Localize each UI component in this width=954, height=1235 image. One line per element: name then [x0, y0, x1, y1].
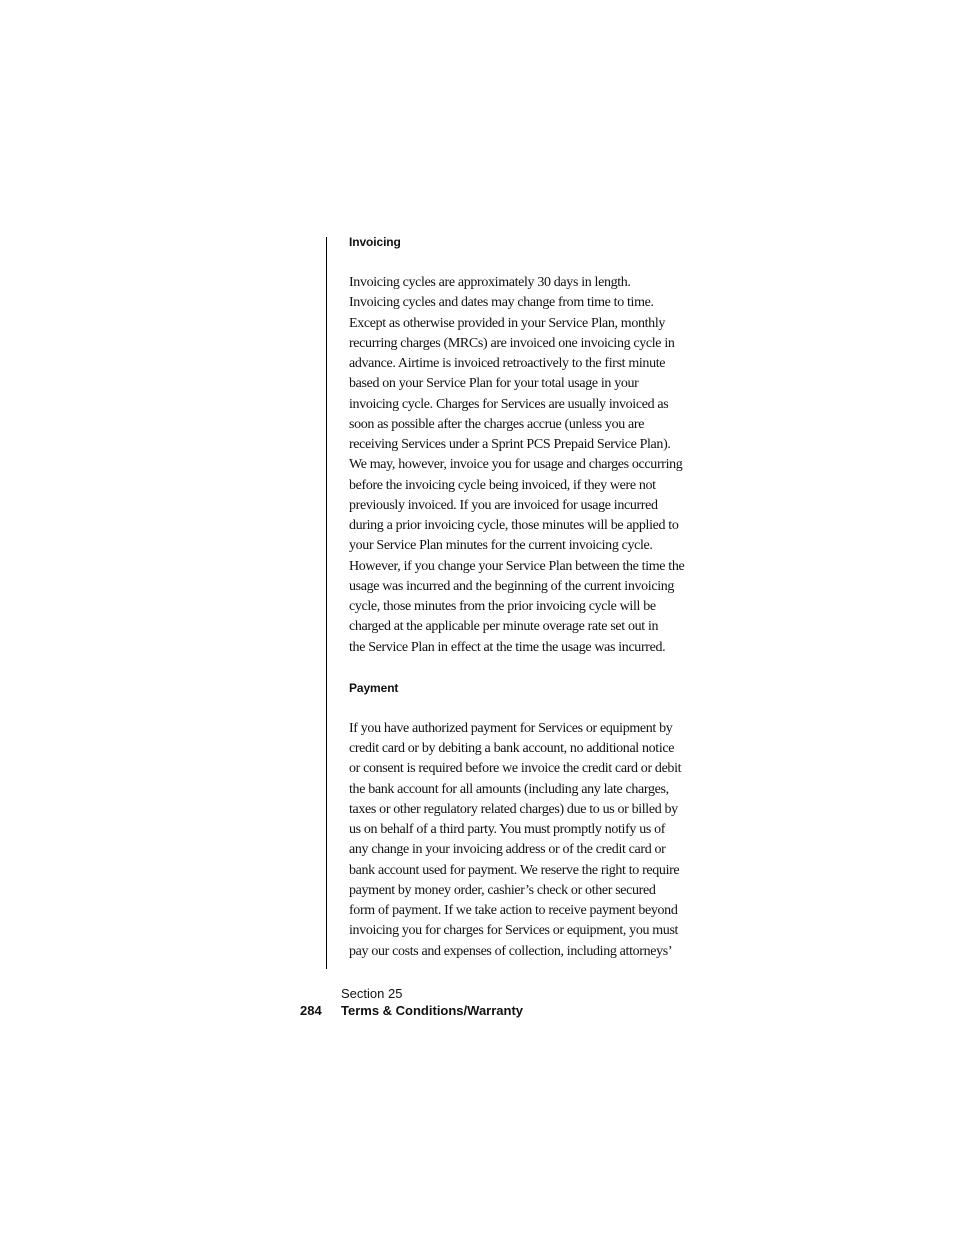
text-line: based on your Service Plan for your total usage in your — [349, 376, 639, 392]
paragraph-payment — [349, 719, 682, 962]
text-line: during a prior invoicing cycle, those minutes will be applied to — [349, 518, 679, 533]
text-line: the bank account for all amounts (including any late charges, — [349, 781, 669, 797]
text-line: your Service Plan minutes for the current invoicing cycle. — [349, 538, 653, 554]
page-body — [349, 234, 685, 962]
text-line: Invoicing cycles are approximately 30 days in length. — [349, 275, 631, 290]
text-line: payment by money order, cashier’s check or other secured — [349, 882, 656, 898]
text-line: soon as possible after the charges accrue (unless you are — [349, 416, 645, 432]
text-line: Except as otherwise provided in your Service Plan, monthly — [349, 315, 666, 331]
text-line: usage was incurred and the beginning of the current invoicing — [349, 578, 675, 594]
text-line: previously invoiced. If you are invoiced for usage incurred — [349, 497, 658, 513]
text-line: Invoicing cycles and dates may change from time to time. — [349, 295, 654, 311]
text-line: advance. Airtime is invoiced retroactively to the first minute — [349, 356, 666, 371]
footer-section-label: Section 25 — [341, 986, 403, 1001]
text-line: invoicing cycle. Charges for Services are usually invoiced as — [349, 396, 669, 412]
margin-rule — [326, 237, 327, 969]
text-line: any change in your invoicing address or of the credit card or — [349, 842, 666, 858]
text-line: credit card or by debiting a bank account, no additional notice — [349, 741, 675, 756]
text-line: us on behalf of a third party. You must promptly notify us of — [349, 822, 666, 837]
text-line: or consent is required before we invoice the credit card or debit — [349, 761, 682, 777]
text-line: However, if you change your Service Plan between the time the — [349, 558, 685, 574]
text-line: We may, however, invoice you for usage and charges occurring — [349, 457, 683, 473]
text-line: the Service Plan in effect at the time the usage was incurred. — [349, 639, 666, 655]
paragraph-invoicing — [349, 273, 685, 658]
text-line: recurring charges (MRCs) are invoiced one invoicing cycle in — [349, 335, 675, 351]
section-heading-invoicing: Invoicing — [349, 235, 401, 249]
text-line: before the invoicing cycle being invoiced, if they were not — [349, 477, 656, 493]
text-line: taxes or other regulatory related charges) due to us or billed by — [349, 801, 678, 817]
text-line: pay our costs and expenses of collection, including attorneys’ — [349, 943, 673, 959]
text-line: invoicing you for charges for Services or equipment, you must — [349, 923, 679, 939]
section-heading-payment: Payment — [349, 680, 399, 695]
footer-document-title: Terms & Conditions/Warranty — [341, 1003, 524, 1018]
text-line: receiving Services under a Sprint PCS Prepaid Service Plan). — [349, 437, 671, 452]
text-line: charged at the applicable per minute overage rate set out in — [349, 619, 659, 635]
text-line: bank account used for payment. We reserve the right to require — [349, 862, 680, 878]
text-line: If you have authorized payment for Services or equipment by — [349, 720, 673, 736]
text-line: form of payment. If we take action to receive payment beyond — [349, 903, 678, 918]
text-line: cycle, those minutes from the prior invoicing cycle will be — [349, 599, 656, 614]
page-number: 284 — [300, 1003, 322, 1018]
